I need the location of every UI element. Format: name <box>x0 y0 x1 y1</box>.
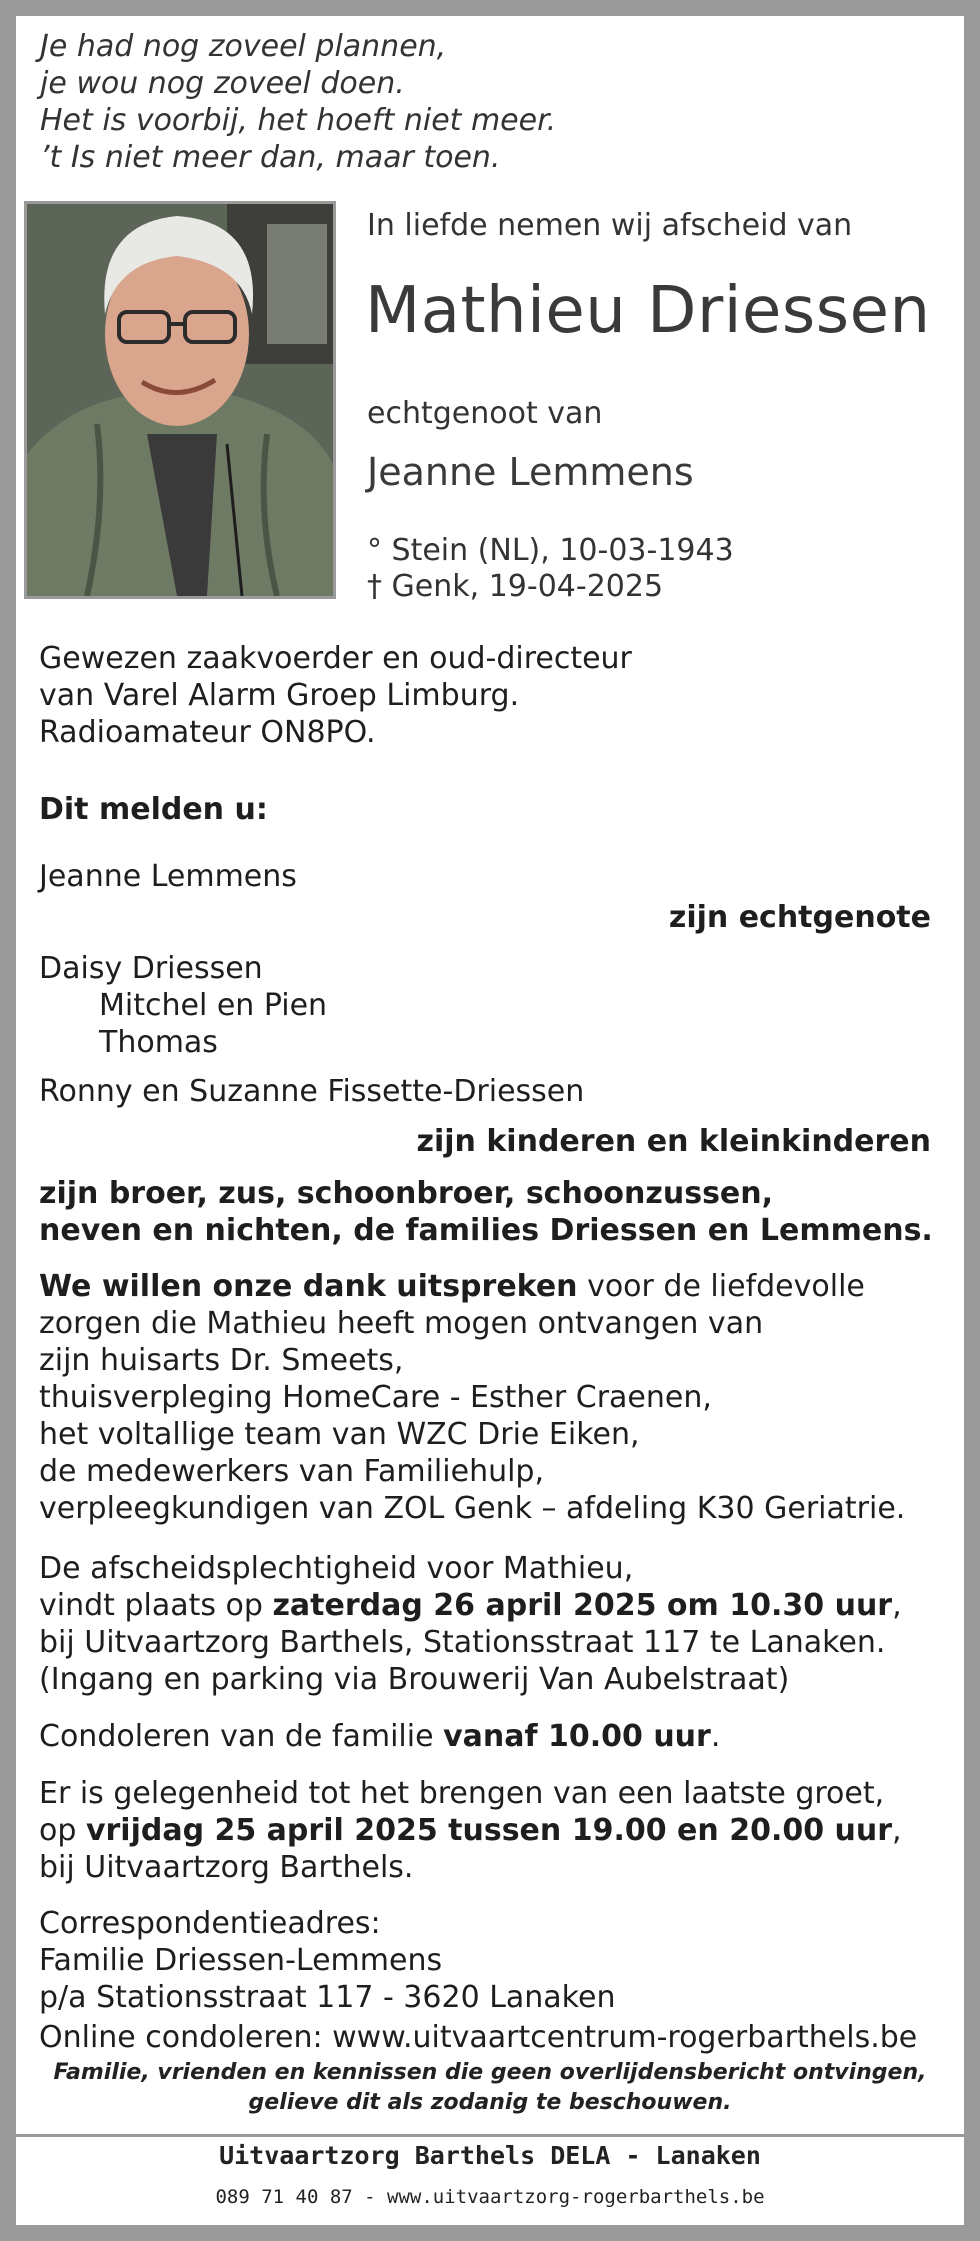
family-grandchild: Mitchel en Pien <box>99 988 328 1023</box>
thanks-line: zorgen die Mathieu heeft mogen ontvangen van <box>39 1306 764 1341</box>
ceremony-date: zaterdag 26 april 2025 om 10.30 uur <box>272 1588 893 1623</box>
obituary-card <box>16 16 964 2225</box>
condolence-time: vanaf 10.00 uur <box>443 1719 711 1754</box>
biography <box>39 640 632 751</box>
poem-line: Je had nog zoveel plannen, <box>40 29 447 64</box>
wife-role: zijn echtgenote <box>668 900 931 935</box>
funeral-home-name: Uitvaartzorg Barthels DELA - Lanaken <box>219 2141 761 2170</box>
poem-line: je wou nog zoveel doen. <box>40 66 405 101</box>
bio-line: Gewezen zaakvoerder en oud-directeur <box>39 641 632 676</box>
thanks-rest: voor de liefdevolle <box>577 1269 865 1304</box>
spouse-name: Jeanne Lemmens <box>367 450 694 494</box>
online-condolence: Online condoleren: www.uitvaartcentrum-rogerbarthels.be <box>39 2020 918 2055</box>
portrait-photo <box>24 201 336 599</box>
thanks-line: het voltallige team van WZC Drie Eiken, <box>39 1417 640 1452</box>
bio-line: van Varel Alarm Groep Limburg. <box>39 678 520 713</box>
visit-date: vrijdag 25 april 2025 tussen 19.00 en 20.00 uur <box>85 1813 893 1848</box>
notice-footnote <box>16 2058 964 2118</box>
thanks-intro <box>39 1269 865 1304</box>
correspondence-address: p/a Stationsstraat 117 - 3620 Lanaken <box>39 1980 616 2015</box>
family-others: zijn broer, zus, schoonbroer, schoonzussen, <box>39 1176 774 1211</box>
condolence-line <box>39 1719 720 1754</box>
ceremony-pre: vindt plaats op <box>39 1588 273 1623</box>
ceremony-date-line <box>39 1588 902 1623</box>
death-info: † Genk, 19-04-2025 <box>367 569 664 604</box>
visit-date-line <box>39 1813 902 1848</box>
portrait-illustration <box>27 204 333 596</box>
bio-line: Radioamateur ON8PO. <box>39 715 376 750</box>
thanks-line: thuisverpleging HomeCare - Esther Craenen, <box>39 1380 712 1415</box>
ceremony-location: bij Uitvaartzorg Barthels, Stationsstraat 117 te Lanaken. <box>39 1625 886 1660</box>
children-role: zijn kinderen en kleinkinderen <box>416 1124 931 1159</box>
visit-location: bij Uitvaartzorg Barthels. <box>39 1850 414 1885</box>
spouse-prefix: echtgenoot van <box>367 396 603 431</box>
family-wife: Jeanne Lemmens <box>39 859 297 894</box>
ceremony-post: , <box>892 1588 902 1623</box>
funeral-home-contact: 089 71 40 87 - www.uitvaartzorg-rogerbarthels.be <box>215 2186 765 2208</box>
visit-post: , <box>892 1813 902 1848</box>
family-heading: Dit melden u: <box>39 792 268 827</box>
condolence-post: . <box>710 1719 721 1754</box>
family-child: Daisy Driessen <box>39 951 263 986</box>
poem-line: Het is voorbij, het hoeft niet meer. <box>40 103 557 138</box>
visit-line: Er is gelegenheid tot het brengen van een laatste groet, <box>39 1776 885 1811</box>
ceremony-parking: (Ingang en parking via Brouwerij Van Aubelstraat) <box>39 1662 790 1697</box>
family-grandchild: Thomas <box>99 1025 218 1060</box>
thanks-line: zijn huisarts Dr. Smeets, <box>39 1343 404 1378</box>
family-child: Ronny en Suzanne Fissette-Driessen <box>39 1074 585 1109</box>
footnote-line: Familie, vrienden en kennissen die geen overlijdensbericht ontvingen, <box>53 2060 927 2085</box>
poem <box>40 28 556 176</box>
footnote-line: gelieve dit als zodanig te beschouwen. <box>248 2090 732 2115</box>
condolence-pre: Condoleren van de familie <box>39 1719 444 1754</box>
correspondence-title: Correspondentieadres: <box>39 1906 381 1941</box>
footer-divider <box>16 2134 964 2137</box>
thanks-line: de medewerkers van Familiehulp, <box>39 1454 545 1489</box>
family-others: neven en nichten, de families Driessen en Lemmens. <box>39 1213 933 1248</box>
birth-info: ° Stein (NL), 10-03-1943 <box>367 533 734 568</box>
poem-line: ’t Is niet meer dan, maar toen. <box>40 140 501 175</box>
deceased-name: Mathieu Driessen <box>365 274 931 348</box>
visit-pre: op <box>39 1813 86 1848</box>
intro-text: In liefde nemen wij afscheid van <box>367 208 853 243</box>
correspondence-name: Familie Driessen-Lemmens <box>39 1943 443 1978</box>
thanks-bold: We willen onze dank uitspreken <box>39 1269 578 1304</box>
ceremony-line: De afscheidsplechtigheid voor Mathieu, <box>39 1551 634 1586</box>
thanks-line: verpleegkundigen van ZOL Genk – afdeling K30 Geriatrie. <box>39 1491 906 1526</box>
